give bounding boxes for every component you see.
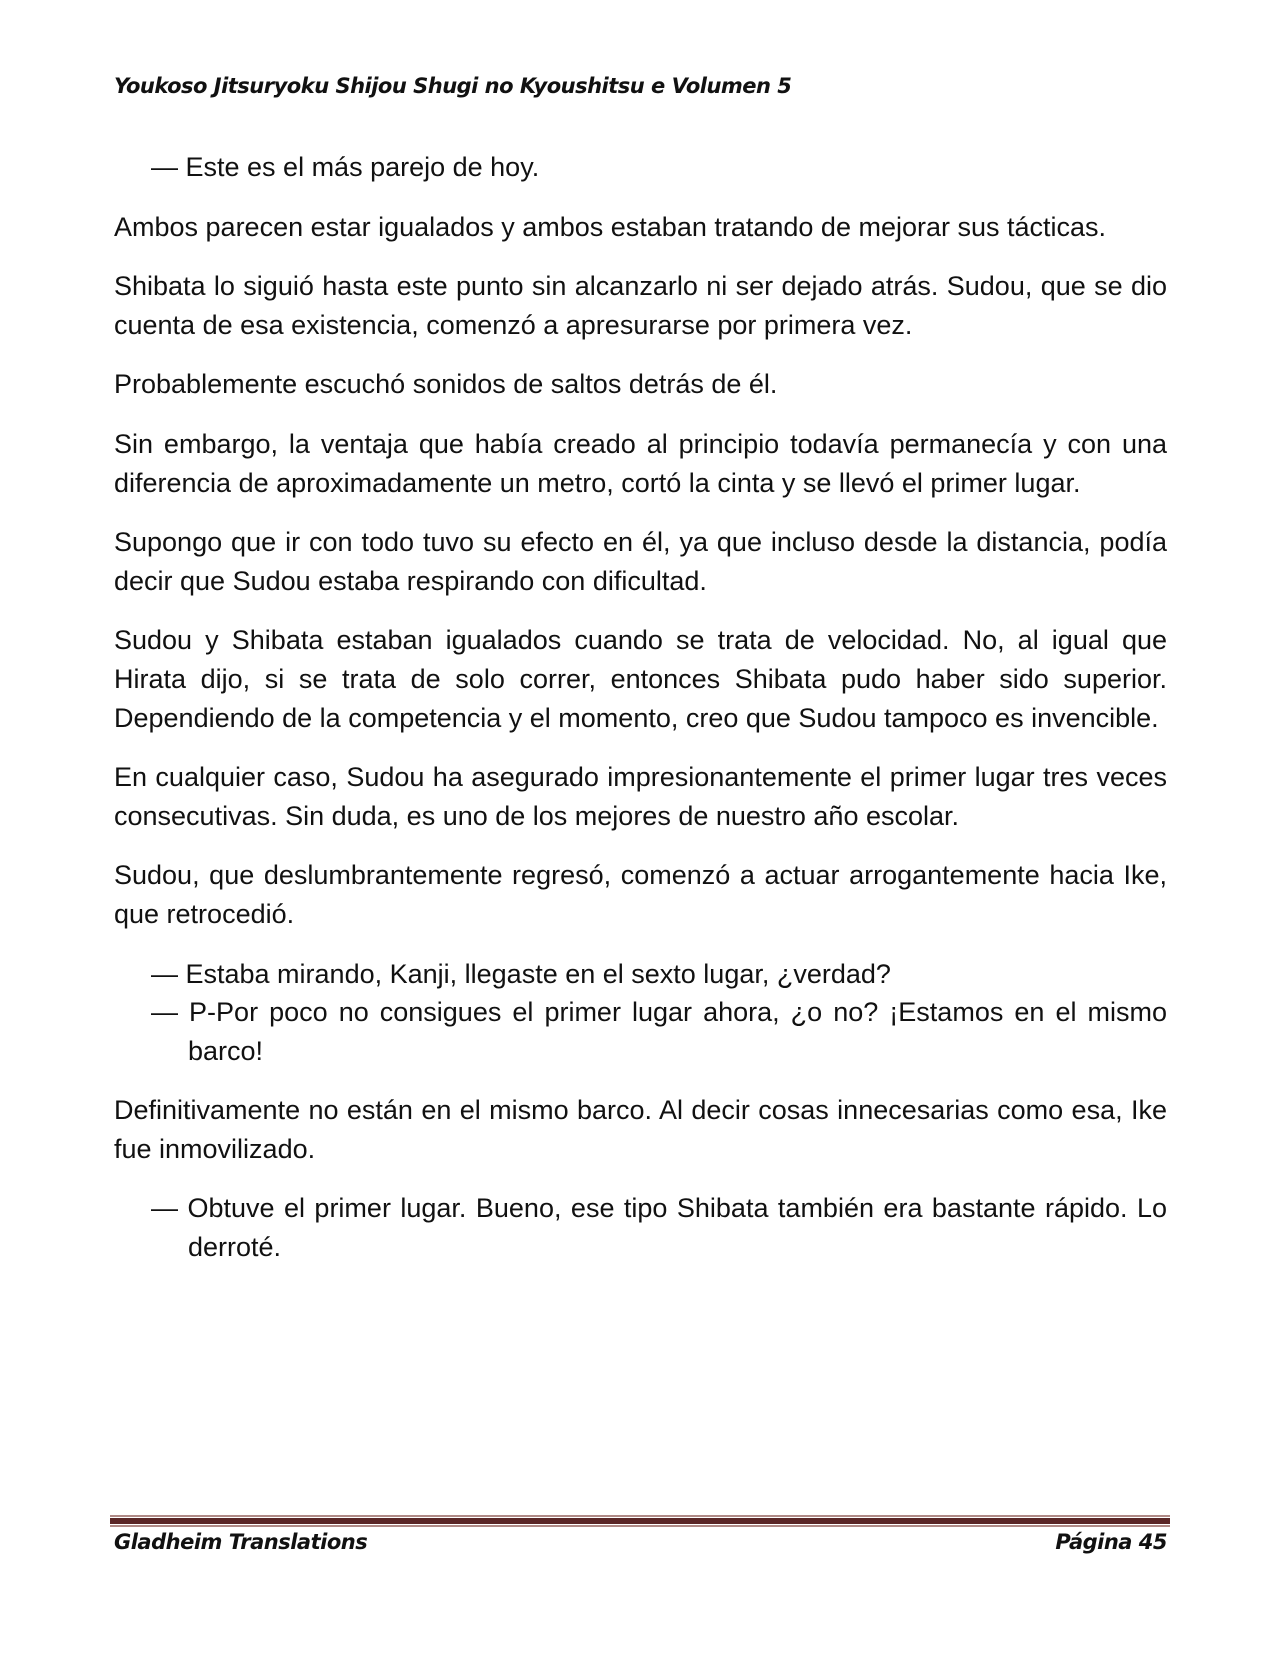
footer-rule-thick	[110, 1518, 1170, 1524]
paragraph: Sudou, que deslumbrantemente regresó, comenzó a actuar arrogantemente hacia Ike, que retrocedió.	[114, 860, 1167, 929]
footer-translator: Gladheim Translations	[114, 1530, 368, 1554]
footer-rule-thin-bottom	[110, 1525, 1170, 1527]
paragraph: Sin embargo, la ventaja que había creado al principio todavía permanecía y con una diferencia de aproximadamente un metro, cortó la cinta y se llevó el primer lugar.	[114, 428, 1167, 498]
footer-rule-thin-top	[110, 1515, 1170, 1517]
running-header: Youkoso Jitsuryoku Shijou Shugi no Kyoushitsu e Volumen 5	[114, 74, 792, 98]
paragraph: Supongo que ir con todo tuvo su efecto en él, ya que incluso desde la distancia, podía decir que Sudou estaba respirando con dificultad.	[114, 527, 1167, 596]
paragraph: Sudou y Shibata estaban igualados cuando se trata de velocidad. No, al igual que Hirata dijo, si se trata de solo correr, entonces Shibata pudo haber sido superior. Dependiendo de la competencia y el momento, creo que Sudou tampoco es invencible.	[114, 625, 1167, 733]
paragraph: Shibata lo siguió hasta este punto sin alcanzarlo ni ser dejado atrás. Sudou, que se dio cuenta de esa existencia, comenzó a apresurarse por primera vez.	[114, 271, 1167, 340]
paragraph: Definitivamente no están en el mismo barco. Al decir cosas innecesarias como esa, Ike fue inmovilizado.	[114, 1095, 1167, 1164]
paragraph: En cualquier caso, Sudou ha asegurado impresionantemente el primer lugar tres veces consecutivas. Sin duda, es uno de los mejores de nuestro año escolar.	[114, 762, 1167, 831]
paragraph: Probablemente escuchó sonidos de saltos detrás de él.	[114, 369, 778, 400]
paragraph: Ambos parecen estar igualados y ambos estaban tratando de mejorar sus tácticas.	[114, 211, 1107, 242]
dialog-line: — P-Por poco no consigues el primer lugar ahora, ¿o no? ¡Estamos en el mismo barco!	[151, 997, 1167, 1066]
dialog-line: — Estaba mirando, Kanji, llegaste en el sexto lugar, ¿verdad?	[151, 958, 891, 989]
dialog-line: — Este es el más parejo de hoy.	[151, 152, 540, 182]
page-body	[114, 148, 1167, 1267]
page-number: Página 45	[1055, 1530, 1167, 1554]
dialog-line: — Obtuve el primer lugar. Bueno, ese tipo Shibata también era bastante rápido. Lo derroté.	[151, 1193, 1167, 1263]
